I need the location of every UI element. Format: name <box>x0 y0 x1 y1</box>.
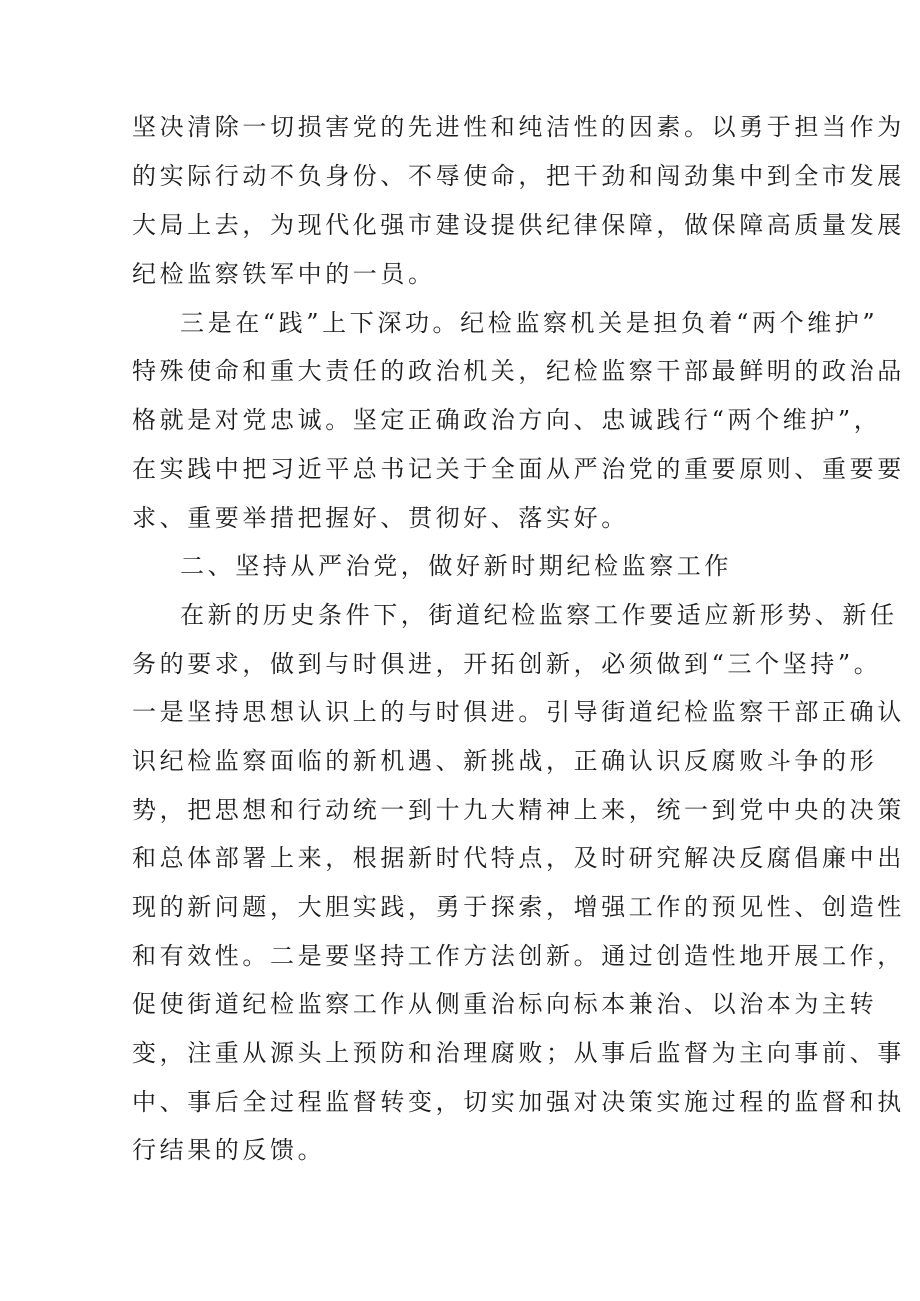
paragraph-line: 势，把思想和行动统一到十九大精神上来，统一到党中央的决策 <box>132 796 905 824</box>
paragraph-line: 行结果的反馈。 <box>132 1136 326 1164</box>
paragraph-line: 求、重要举措把握好、贯彻好、落实好。 <box>132 504 629 532</box>
paragraph-line: 务的要求，做到与时俱进，开拓创新，必须做到“三个坚持”。 <box>132 650 882 678</box>
paragraph-line: 格就是对党忠诚。坚定正确政治方向、忠诚践行“两个维护”， <box>132 406 882 434</box>
paragraph-line: 一是坚持思想认识上的与时俱进。引导街道纪检监察干部正确认 <box>132 698 905 726</box>
paragraph-line: 现的新问题，大胆实践，勇于探索，增强工作的预见性、创造性 <box>132 893 905 921</box>
paragraph-line: 坚决清除一切损害党的先进性和纯洁性的因素。以勇于担当作为 <box>132 113 905 141</box>
paragraph-line: 变，注重从源头上预防和治理腐败；从事后监督为主向事前、事 <box>132 1039 905 1067</box>
paragraph-line: 在实践中把习近平总书记关于全面从严治党的重要原则、重要要 <box>132 455 905 483</box>
paragraph-line: 和有效性。二是要坚持工作方法创新。通过创造性地开展工作， <box>132 942 905 970</box>
paragraph-line: 促使街道纪检监察工作从侧重治标向标本兼治、以治本为主转 <box>132 990 878 1018</box>
section-heading: 二、坚持从严治党，做好新时期纪检监察工作 <box>180 552 732 580</box>
paragraph-line: 三是在“践”上下深功。纪检监察机关是担负着“两个维护” <box>180 309 879 337</box>
paragraph-line: 中、事后全过程监督转变，切实加强对决策实施过程的监督和执 <box>132 1088 905 1116</box>
paragraph-line: 在新的历史条件下，街道纪检监察工作要适应新形势、新任 <box>180 601 898 629</box>
paragraph-line: 特殊使命和重大责任的政治机关，纪检监察干部最鲜明的政治品 <box>132 357 905 385</box>
paragraph-line: 纪检监察铁军中的一员。 <box>132 260 436 288</box>
paragraph-line: 大局上去，为现代化强市建设提供纪律保障，做保障高质量发展 <box>132 211 905 239</box>
paragraph-line: 识纪检监察面临的新机遇、新挑战，正确认识反腐败斗争的形 <box>132 747 878 775</box>
paragraph-line: 和总体部署上来，根据新时代特点，及时研究解决反腐倡廉中出 <box>132 844 905 872</box>
paragraph-line: 的实际行动不负身份、不辱使命，把干劲和闯劲集中到全市发展 <box>132 162 905 190</box>
